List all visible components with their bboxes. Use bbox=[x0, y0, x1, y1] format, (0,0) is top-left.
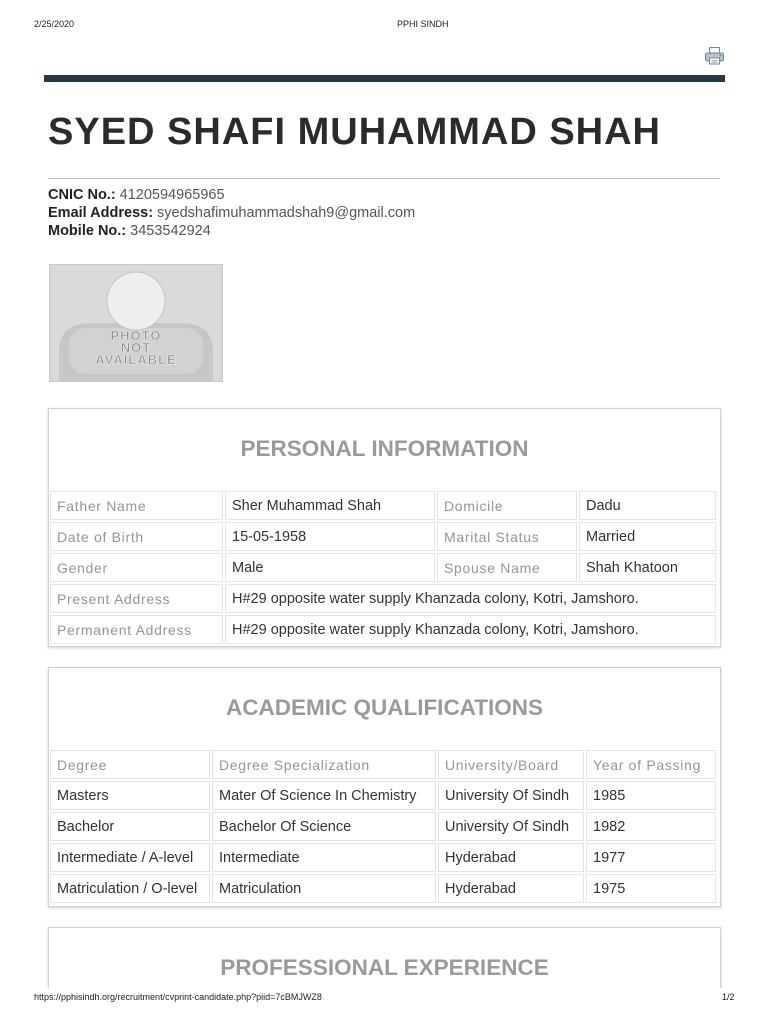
print-page-title: PPHI SINDH bbox=[397, 19, 449, 29]
year-cell: 1985 bbox=[586, 781, 716, 810]
photo-text-line-2: NOT bbox=[120, 340, 152, 355]
panel-title: PERSONAL INFORMATION bbox=[240, 436, 529, 461]
spouse-name-label: Spouse Name bbox=[437, 553, 577, 582]
professional-experience-panel bbox=[48, 927, 721, 988]
contact-details bbox=[48, 186, 415, 240]
university-cell: University Of Sindh bbox=[438, 812, 584, 841]
gender-label: Gender bbox=[50, 553, 223, 582]
specialization-cell: Bachelor Of Science bbox=[212, 812, 436, 841]
personal-information-table bbox=[48, 489, 718, 646]
cnic-label: CNIC No.: bbox=[48, 187, 116, 203]
permanent-address-label: Permanent Address bbox=[50, 615, 223, 644]
degree-cell: Matriculation / O-level bbox=[50, 874, 210, 903]
domicile-value: Dadu bbox=[579, 491, 716, 520]
university-cell: Hyderabad bbox=[438, 874, 584, 903]
panel-title: PROFESSIONAL EXPERIENCE bbox=[220, 955, 549, 980]
printer-icon[interactable] bbox=[704, 45, 725, 66]
column-header-university: University/Board bbox=[438, 750, 584, 779]
specialization-cell: Matriculation bbox=[212, 874, 436, 903]
table-row bbox=[50, 781, 716, 810]
email-label: Email Address: bbox=[48, 205, 154, 221]
mobile-row bbox=[48, 222, 415, 240]
father-name-value: Sher Muhammad Shah bbox=[225, 491, 435, 520]
date-of-birth-label: Date of Birth bbox=[50, 522, 223, 551]
table-row bbox=[50, 491, 716, 520]
university-cell: University Of Sindh bbox=[438, 781, 584, 810]
email-value: syedshafimuhammadshah9@gmail.com bbox=[157, 205, 416, 221]
degree-cell: Bachelor bbox=[50, 812, 210, 841]
photo-placeholder-icon bbox=[50, 265, 222, 381]
specialization-cell: Intermediate bbox=[212, 843, 436, 872]
cnic-value: 4120594965965 bbox=[119, 187, 225, 203]
mobile-label: Mobile No.: bbox=[48, 223, 127, 239]
year-cell: 1982 bbox=[586, 812, 716, 841]
printer-icon-graphic bbox=[704, 45, 725, 66]
table-row bbox=[50, 812, 716, 841]
university-cell: Hyderabad bbox=[438, 843, 584, 872]
marital-status-value: Married bbox=[579, 522, 716, 551]
print-page-number: 1/2 bbox=[722, 992, 735, 1002]
table-row bbox=[50, 584, 716, 613]
email-row bbox=[48, 204, 415, 222]
table-row bbox=[50, 615, 716, 644]
candidate-name: SYED SHAFI MUHAMMAD SHAH bbox=[48, 111, 661, 153]
father-name-label: Father Name bbox=[50, 491, 223, 520]
permanent-address-value: H#29 opposite water supply Khanzada colony, Kotri, Jamshoro. bbox=[225, 615, 716, 644]
table-row bbox=[50, 553, 716, 582]
degree-cell: Masters bbox=[50, 781, 210, 810]
present-address-value: H#29 opposite water supply Khanzada colony, Kotri, Jamshoro. bbox=[225, 584, 716, 613]
specialization-cell: Mater Of Science In Chemistry bbox=[212, 781, 436, 810]
marital-status-label: Marital Status bbox=[437, 522, 577, 551]
degree-cell: Intermediate / A-level bbox=[50, 843, 210, 872]
year-cell: 1977 bbox=[586, 843, 716, 872]
domicile-label: Domicile bbox=[437, 491, 577, 520]
photo-text-line-3: AVAILABLE bbox=[95, 352, 177, 367]
table-row bbox=[50, 522, 716, 551]
spouse-name-value: Shah Khatoon bbox=[579, 553, 716, 582]
column-header-degree: Degree bbox=[50, 750, 210, 779]
gender-value: Male bbox=[225, 553, 435, 582]
mobile-value: 3453542924 bbox=[130, 223, 211, 239]
personal-information-panel bbox=[48, 408, 721, 647]
print-url: https://pphisindh.org/recruitment/cvprint-candidate.php?piid=7cBMJWZ8 bbox=[34, 992, 322, 1002]
cnic-row bbox=[48, 186, 415, 204]
table-row bbox=[50, 874, 716, 903]
table-header-row bbox=[50, 750, 716, 779]
photo-text-line-1: PHOTO bbox=[110, 328, 162, 343]
date-of-birth-value: 15-05-1958 bbox=[225, 522, 435, 551]
column-header-year: Year of Passing bbox=[586, 750, 716, 779]
print-date: 2/25/2020 bbox=[34, 19, 75, 29]
table-row bbox=[50, 843, 716, 872]
present-address-label: Present Address bbox=[50, 584, 223, 613]
panel-title: ACADEMIC QUALIFICATIONS bbox=[225, 695, 544, 720]
academic-qualifications-panel bbox=[48, 667, 721, 907]
year-cell: 1975 bbox=[586, 874, 716, 903]
divider bbox=[48, 178, 720, 179]
column-header-specialization: Degree Specialization bbox=[212, 750, 436, 779]
academic-qualifications-table bbox=[48, 748, 718, 905]
photo-placeholder bbox=[49, 264, 223, 382]
top-accent-bar bbox=[44, 75, 725, 82]
